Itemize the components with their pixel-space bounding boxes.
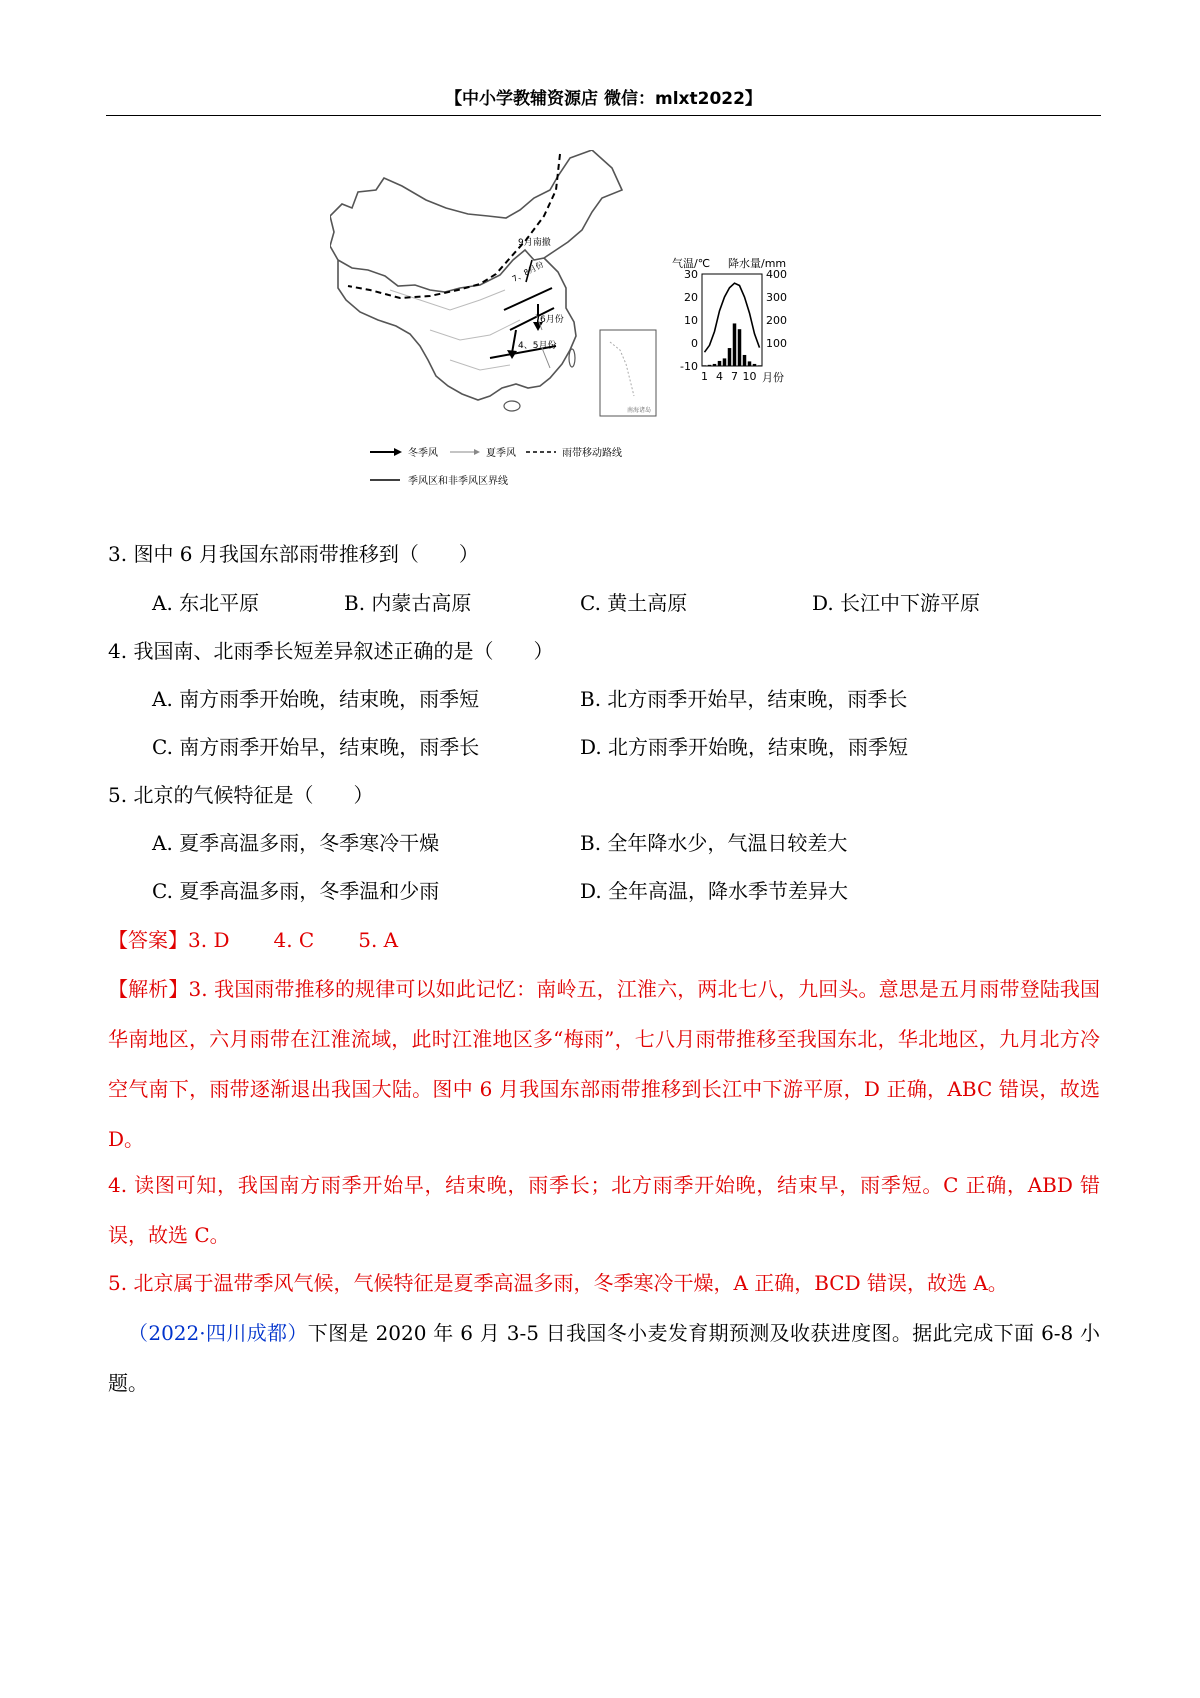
analysis-3 — [108, 964, 1100, 1164]
precip-bar-4 — [718, 361, 722, 366]
legend-rainbelt-path: 雨带移动路线 — [562, 448, 622, 459]
q5-option-c: C. 夏季高温多雨，冬季温和少雨 — [152, 879, 440, 903]
question-3-stem: 3. 图中 6 月我国东部雨带推移到（ ） — [108, 542, 479, 566]
precip-tick-100: 100 — [766, 337, 787, 350]
label-july-aug: 7、8月份 — [510, 259, 546, 284]
precip-bar-2 — [708, 365, 712, 366]
next-question-intro — [108, 1308, 1100, 1408]
month-tick-4: 4 — [716, 370, 723, 383]
q3-option-b: B. 内蒙古高原 — [344, 591, 472, 615]
precip-bar-5 — [723, 358, 727, 366]
temp-tick--10: -10 — [680, 360, 698, 373]
q4-option-a: A. 南方雨季开始晚，结束晚，雨季短 — [152, 687, 480, 711]
legend-summer-monsoon: 夏季风 — [486, 448, 516, 459]
label-june: 6月份 — [540, 315, 564, 325]
question-5-stem: 5. 北京的气候特征是（ ） — [108, 783, 374, 807]
month-tick-1: 1 — [701, 370, 708, 383]
precip-bar-1 — [703, 365, 707, 366]
q5-option-d: D. 全年高温，降水季节差异大 — [580, 879, 849, 903]
temp-tick-30: 30 — [684, 268, 698, 281]
label-sep-south: 9月南撤 — [518, 238, 551, 248]
q4-option-b: B. 北方雨季开始早，结束晚，雨季长 — [580, 687, 908, 711]
q4-option-c: C. 南方雨季开始早，结束晚，雨季长 — [152, 735, 480, 759]
inset-label: 南海诸岛 — [627, 407, 652, 414]
climate-chart — [672, 256, 787, 384]
chart-left-axis-label: 气温/℃ — [672, 257, 711, 270]
page-header: 【中小学教辅资源店 微信：mlxt2022】 — [445, 89, 762, 109]
analysis-label: 【解析】 — [108, 977, 189, 1001]
chart-xlabel: 月份 — [762, 371, 784, 384]
precip-bar-7 — [733, 323, 737, 366]
month-tick-10: 10 — [742, 370, 757, 383]
answer-3: 3. D — [188, 928, 230, 952]
precip-bar-9 — [743, 355, 747, 366]
figure-monsoon-map — [330, 150, 890, 510]
answer-line — [108, 927, 398, 953]
analysis-5: 5. 北京属于温带季风气候，气候特征是夏季高温多雨，冬季寒冷干燥，A 正确，BCD 错误，故选 A。 — [108, 1271, 1008, 1295]
q3-option-c: C. 黄土高原 — [580, 591, 688, 615]
chart-plot-frame — [702, 274, 762, 366]
precip-bar-11 — [753, 364, 757, 366]
precip-tick-400: 400 — [766, 268, 787, 281]
map-svg — [330, 150, 890, 510]
map-legend — [370, 446, 622, 487]
precip-tick-200: 200 — [766, 314, 787, 327]
legend-winter-monsoon: 冬季风 — [408, 448, 438, 459]
label-apr-may: 4、5月份 — [518, 341, 557, 351]
header-divider — [106, 115, 1101, 116]
question-4-stem: 4. 我国南、北雨季长短差异叙述正确的是（ ） — [108, 639, 554, 663]
temperature-line — [705, 283, 760, 352]
precip-tick-300: 300 — [766, 291, 787, 304]
precip-bar-12 — [758, 365, 762, 366]
precip-bar-6 — [728, 348, 732, 366]
china-outline — [330, 150, 622, 400]
q5-option-a: A. 夏季高温多雨，冬季寒冷干燥 — [152, 831, 440, 855]
q3-option-a: A. 东北平原 — [152, 591, 260, 615]
answer-4: 4. C — [273, 928, 315, 952]
temp-tick-0: 0 — [691, 337, 698, 350]
next-source: （2022·四川成都） — [128, 1321, 308, 1345]
temp-tick-20: 20 — [684, 291, 698, 304]
month-tick-7: 7 — [731, 370, 738, 383]
precip-bar-10 — [748, 361, 752, 366]
q3-option-d: D. 长江中下游平原 — [812, 591, 981, 615]
next-text: 下图是 2020 年 6 月 3-5 日我国冬小麦发育期预测及收获进度图。据此完成下面 6-8 小题。 — [108, 1321, 1100, 1395]
q4-option-d: D. 北方雨季开始晚，结束晚，雨季短 — [580, 735, 909, 759]
chart-right-axis-label: 降水量/mm — [728, 257, 787, 270]
analysis-4: 4. 读图可知，我国南方雨季开始早，结束晚，雨季长；北方雨季开始晚，结束早，雨季短。C 正确，ABD 错误，故选 C。 — [108, 1173, 1100, 1247]
precip-bar-3 — [713, 364, 717, 366]
precip-bar-8 — [738, 329, 742, 366]
legend-boundary: 季风区和非季风区界线 — [408, 476, 508, 487]
analysis-3-text: 3. 我国雨带推移的规律可以如此记忆：南岭五，江淮六，两北七八，九回头。意思是五月雨带登陆我国华南地区，六月雨带在江淮流域，此时江淮地区多“梅雨”，七八月雨带推移至我国东北，华北地区，九月北方冷空气南下，雨带逐渐退出我国大陆。图中 6 月我国东部雨带推移到长江中下游平原，D 正确，ABC 错误，故选 D。 — [108, 977, 1100, 1151]
q5-option-b: B. 全年降水少，气温日较差大 — [580, 831, 848, 855]
temp-tick-10: 10 — [684, 314, 698, 327]
answer-label: 【答案】 — [108, 928, 188, 952]
answer-5: 5. A — [358, 928, 399, 952]
